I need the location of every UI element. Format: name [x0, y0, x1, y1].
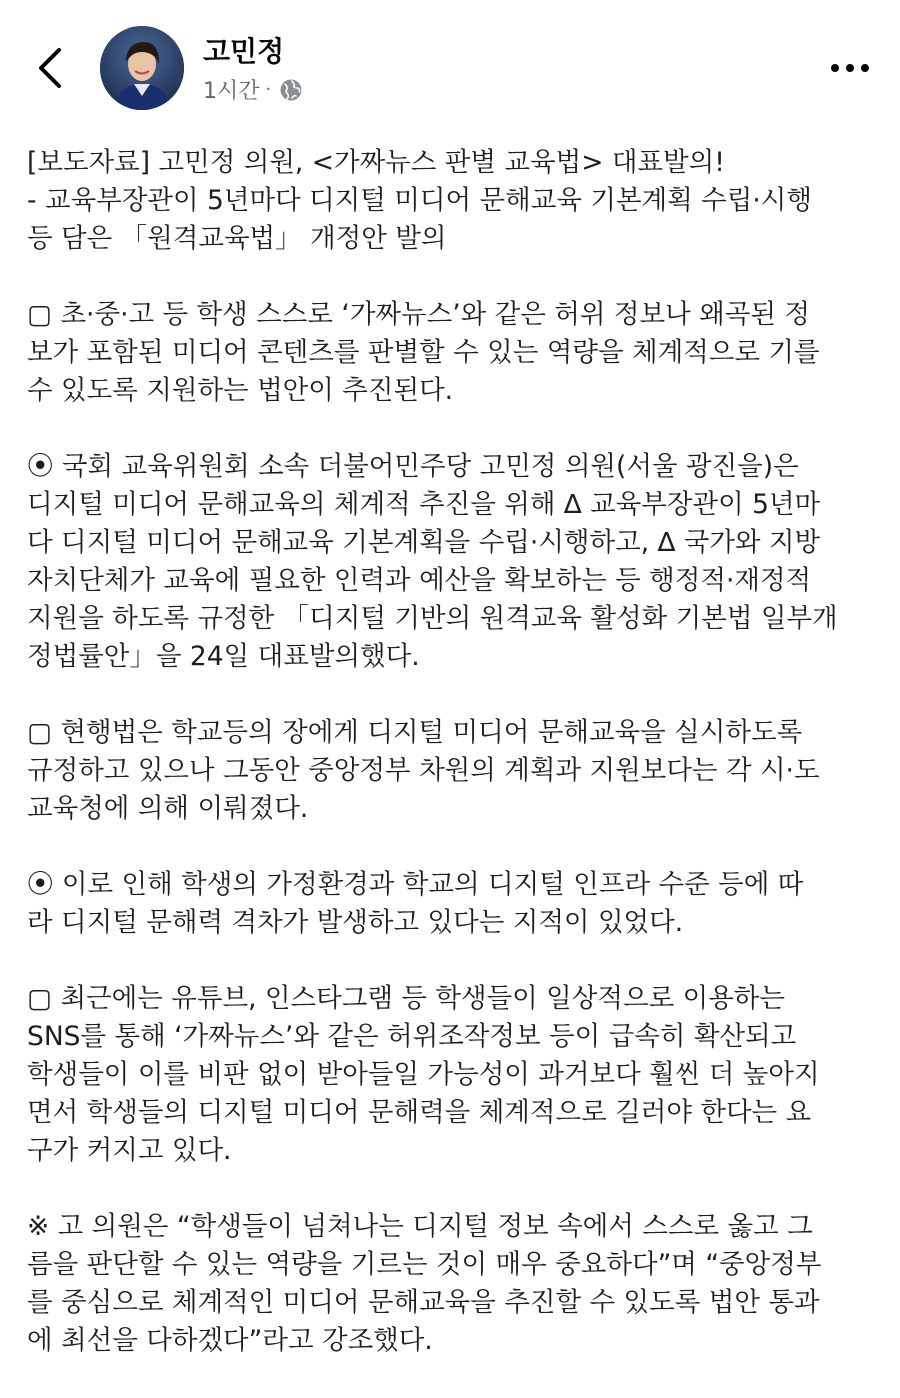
post-line: SNS를 통해 ‘가짜뉴스’와 같은 허위조작정보 등이 급속히 확산되고: [27, 1021, 797, 1052]
post-paragraph: [27, 980, 875, 1170]
post-line: ▢ 최근에는 유튜브, 인스타그램 등 학생들이 일상적으로 이용하는: [27, 983, 786, 1014]
post-line: 디지털 미디어 문해교육의 체계적 추진을 위해 ∆ 교육부장관이 5년마: [27, 489, 821, 520]
post-line: 를 중심으로 체계적인 미디어 문해교육을 추진할 수 있도록 법안 통과: [27, 1287, 820, 1318]
profile-photo: [100, 26, 184, 110]
post-line: - 교육부장관이 5년마다 디지털 미디어 문해교육 기본계획 수립·시행: [27, 185, 812, 216]
avatar[interactable]: [100, 26, 184, 110]
post-line: [보도자료] 고민정 의원, <가짜뉴스 판별 교육법> 대표발의!: [27, 147, 725, 178]
post-text: [27, 144, 875, 1398]
post-paragraph: [27, 866, 875, 942]
post-line: 름을 판단할 수 있는 역량을 기르는 것이 매우 중요하다”며 “중앙정부: [27, 1249, 822, 1280]
post-line: 등 담은 「원격교육법」 개정안 발의: [27, 223, 447, 254]
post-paragraph: [27, 296, 875, 410]
meta-separator: ·: [265, 79, 272, 100]
post-line: 보가 포함된 미디어 콘텐츠를 판별할 수 있는 역량을 체계적으로 기를: [27, 337, 820, 368]
post-line: ▢ 현행법은 학교등의 장에게 디지털 미디어 문해교육을 실시하도록: [27, 717, 803, 748]
post-timestamp[interactable]: 1시간: [203, 79, 260, 104]
post-line: ⦿ 이로 인해 학생의 가정환경과 학교의 디지털 인프라 수준 등에 따: [27, 869, 804, 900]
post-line: 면서 학생들의 디지털 미디어 문해력을 체계적으로 길러야 한다는 요: [27, 1097, 812, 1128]
post-line: ⦿ 국회 교육위원회 소속 더불어민주당 고민정 의원(서울 광진을)은: [27, 451, 799, 482]
post-paragraph: [27, 144, 875, 258]
post-line: 다 디지털 미디어 문해교육 기본계획을 수립·시행하고, ∆ 국가와 지방: [27, 527, 821, 558]
post-meta: [203, 74, 303, 105]
post-line: 학생들이 이를 비판 없이 받아들일 가능성이 과거보다 훨씬 더 높아지: [27, 1059, 820, 1090]
post-line: 수 있도록 지원하는 법안이 추진된다.: [27, 375, 454, 406]
post-line: 에 최선을 다하겠다”라고 강조했다.: [27, 1325, 433, 1356]
post-paragraph: [27, 714, 875, 828]
post-line: 자치단체가 교육에 필요한 인력과 예산을 확보하는 등 행정적·재정적: [27, 565, 812, 596]
more-options-button[interactable]: [826, 48, 874, 88]
back-button[interactable]: [26, 40, 74, 96]
more-horizontal-icon: [830, 63, 870, 73]
post-line: 정법률안」을 24일 대표발의했다.: [27, 641, 420, 672]
chevron-left-icon: [35, 46, 65, 90]
post-line: 지원을 하도록 규정한 「디지털 기반의 원격교육 활성화 기본법 일부개: [27, 603, 838, 634]
post-line: ※ 고 의원은 “학생들이 넘쳐나는 디지털 정보 속에서 스스로 옳고 그: [27, 1211, 813, 1242]
post-header: [0, 0, 900, 130]
post-line: 구가 커지고 있다.: [27, 1135, 232, 1166]
post-line: 규정하고 있으나 그동안 중앙정부 차원의 계획과 지원보다는 각 시·도: [27, 755, 820, 786]
post-paragraph: [27, 1208, 875, 1360]
post-line: 교육청에 의해 이뤄졌다.: [27, 793, 309, 824]
author-name[interactable]: 고민정: [203, 35, 285, 68]
post-line: 라 디지털 문해력 격차가 발생하고 있다는 지적이 있었다.: [27, 907, 684, 938]
post-paragraph: [27, 448, 875, 676]
post-line: ▢ 초·중·고 등 학생 스스로 ‘가짜뉴스’와 같은 허위 정보나 왜곡된 정: [27, 299, 810, 330]
globe-icon[interactable]: [279, 78, 303, 102]
